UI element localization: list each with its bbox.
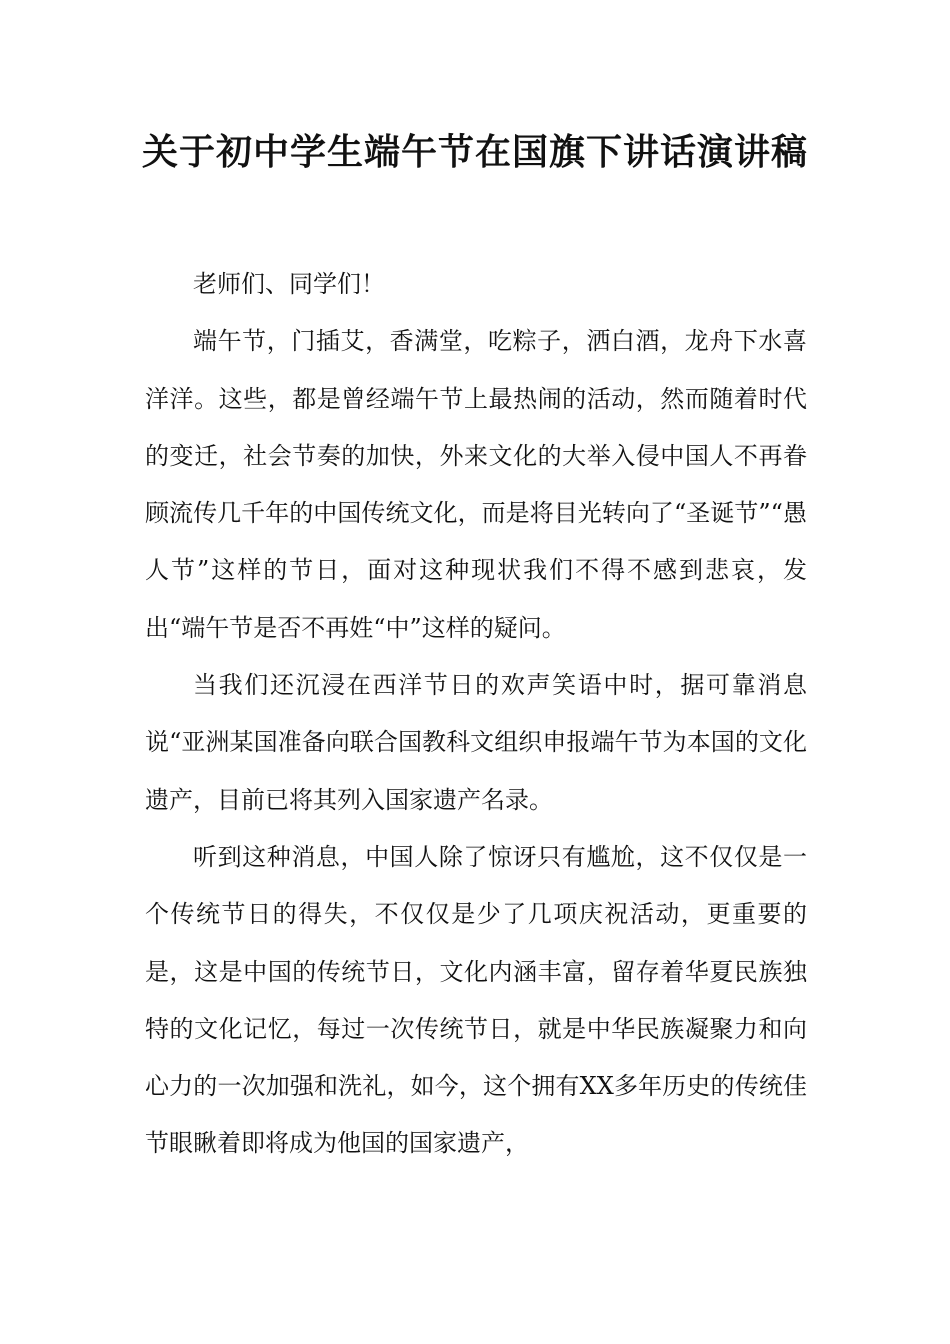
paragraph-1: 端午节，门插艾，香满堂，吃粽子，洒白酒，龙舟下水喜洋洋。这些，都是曾经端午节上最热闹的活动，然而随着时代的变迁，社会节奏的加快，外来文化的大举入侵中国人不再眷顾流传几千年的中国传统文化，而是将目光转向了“圣诞节”“愚人节”这样的节日，面对这种现状我们不得不感到悲哀，发出“端午节是否不再姓“中”这样的疑问。	[145, 327, 807, 642]
greeting-paragraph: 老师们、同学们！	[193, 270, 385, 298]
paragraph-3: 听到这种消息，中国人除了惊讶只有尴尬，这不仅仅是一个传统节日的得失，不仅仅是少了几项庆祝活动，更重要的是，这是中国的传统节日，文化内涵丰富，留存着华夏民族独特的文化记忆，每过一次传统节日，就是中华民族凝聚力和向心力的一次加强和洗礼，如今，这个拥有XX多年历史的传统佳节眼瞅着即将成为他国的国家遗产，	[145, 842, 807, 1158]
document-body	[145, 256, 807, 1173]
document-title: 关于初中学生端午节在国旗下讲话演讲稿	[141, 132, 808, 173]
paragraph-2: 当我们还沉浸在西洋节日的欢声笑语中时，据可靠消息说“亚洲某国准备向联合国教科文组织申报端午节为本国的文化遗产，目前已将其列入国家遗产名录。	[145, 671, 807, 814]
